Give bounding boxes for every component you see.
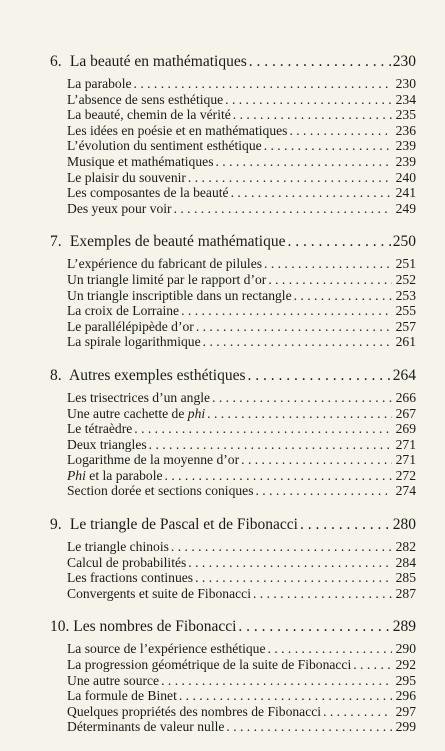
section-title [67,570,193,586]
section-page-number: 284 [395,554,416,570]
section-list [50,256,416,350]
section-title [67,201,172,217]
section-page-number: 235 [395,107,416,123]
leader-dots [300,515,391,535]
section-title-text: Deux triangles [67,436,147,452]
section-entry [67,334,416,350]
section-title-text: La beauté, chemin de la vérité [67,107,231,123]
leader-dots [323,704,392,720]
section-title [67,688,177,704]
chapter-page-number: 289 [392,618,416,636]
section-entry [67,421,416,437]
section-title-text: Quelques propriétés des nombres de Fibonacci [67,703,322,719]
leader-dots [165,468,392,484]
section-page-number: 271 [395,436,416,452]
section-title-text: La progression géométrique de la suite de Fibonacci [67,657,352,673]
section-title [67,170,186,186]
section-title-text: La source de l’expérience esthétique [67,641,266,657]
leader-dots [179,688,392,704]
section-entry [67,138,416,154]
section-title [67,76,132,92]
section-entry [67,719,416,735]
section-page-number: 274 [395,483,416,499]
section-title [67,421,132,437]
section-list [50,390,416,499]
leader-dots [134,76,392,92]
leader-dots [288,232,391,252]
section-entry [67,539,416,555]
section-entry [67,406,416,422]
section-title-text: Calcul de probabilités [67,554,187,570]
section-title [67,256,262,272]
section-title-text: Logarithme de la moyenne d’or [67,452,240,468]
section-entry [67,390,416,406]
leader-dots [353,657,392,673]
section-title-text: Les composantes de la beauté [67,185,229,201]
leader-dots [249,52,391,72]
section-title-text: Une autre cachette de [67,405,188,421]
section-title-text: Le triangle chinois [67,539,169,555]
section-page-number: 230 [395,76,416,91]
section-page-number: 299 [395,719,416,735]
section-title [67,185,229,201]
section-entry [67,123,416,139]
section-page-number: 234 [395,91,416,107]
section-title-text: Le parallélépipède d’or [67,318,194,334]
section-entry [67,201,416,217]
section-title-text: Un triangle inscriptible dans un rectangle [67,287,292,303]
chapter-title-text: Exemples de beauté mathématique [69,233,286,251]
chapter-heading [50,617,416,637]
leader-dots [241,452,392,468]
leader-dots [203,334,392,350]
section-title [67,123,287,139]
section-page-number: 272 [395,467,416,483]
chapter-title-text: La beauté en mathématiques [69,53,247,70]
leader-dots [215,154,392,170]
section-entry [67,185,416,201]
section-title-italic: phi [187,405,206,421]
section-title-text: Déterminants de valeur nulle [67,719,225,735]
leader-dots [212,390,392,406]
section-title [67,719,224,735]
section-title-text: L’absence de sens esthétique [67,91,224,107]
chapter-heading [50,366,416,386]
chapter-heading [50,52,416,72]
section-entry [67,641,416,657]
section-entry [67,319,416,335]
leader-dots [188,170,392,186]
section-page-number: 240 [395,169,416,185]
chapter-title [50,52,247,72]
chapter-block [50,232,416,350]
leader-dots [171,539,392,555]
section-title-text: Un triangle limité par le rapport d’or [67,271,267,287]
leader-dots [207,406,392,422]
section-title [67,539,169,555]
section-title-text: L’expérience du fabricant de pilules [67,256,263,272]
section-title [67,303,179,319]
section-entry [67,288,416,304]
section-page-number: 241 [395,185,416,201]
section-page-number: 295 [395,672,416,688]
section-title-text: et la parabole [85,467,163,483]
chapter-title [50,515,298,535]
section-title [67,468,163,484]
section-title-italic: Phi [67,467,86,483]
section-entry [67,452,416,468]
leader-dots [134,421,392,437]
section-page-number: 271 [395,452,416,468]
chapter-block [50,617,416,735]
section-title [67,319,194,335]
section-page-number: 269 [395,421,416,437]
section-entry [67,256,416,272]
section-page-number: 236 [395,122,416,138]
section-page-number: 239 [395,153,416,169]
leader-dots [188,555,392,571]
section-entry [67,657,416,673]
chapter-title [50,232,286,252]
section-title [67,272,266,288]
leader-dots [225,92,392,108]
chapter-block [50,52,416,216]
leader-dots [289,123,392,139]
chapter-number: 7. [50,233,62,251]
section-entry [67,272,416,288]
section-title [67,154,213,170]
section-title-text: Convergents et suite de Fibonacci [67,585,251,601]
chapter-title-text: Les nombres de Fibonacci [73,618,237,636]
section-title [67,657,351,673]
section-page-number: 252 [395,271,416,287]
section-title [67,406,205,422]
section-title-text: Section dorée et sections coniques [67,483,254,499]
leader-dots [248,366,391,386]
section-title [67,92,223,108]
section-page-number: 253 [395,287,416,303]
section-title-text: Des yeux pour voir [67,200,172,216]
section-entry [67,586,416,602]
section-title [67,390,210,406]
chapter-page-number: 250 [392,233,416,251]
section-page-number: 239 [395,138,416,154]
chapter-title-text: Autres exemples esthétiques [69,366,246,384]
chapter-number: 10. [50,618,70,636]
section-page-number: 296 [395,688,416,704]
leader-dots [226,719,392,735]
section-entry [67,154,416,170]
section-page-number: 282 [395,539,416,555]
section-title-text: La croix de Lorraine [67,303,180,319]
leader-dots [233,107,392,123]
section-entry [67,92,416,108]
section-title-text: La parabole [67,76,132,91]
section-title [67,452,239,468]
section-title [67,437,147,453]
section-page-number: 257 [395,318,416,334]
chapter-number: 8. [50,366,62,384]
leader-dots [196,319,392,335]
chapter-page-number: 280 [392,516,416,534]
section-title-text: L’évolution du sentiment esthétique [67,138,262,154]
chapter-title [50,617,236,637]
section-title [67,641,266,657]
section-title-text: La formule de Binet [67,688,177,704]
chapter-number: 9. [50,516,62,534]
section-entry [67,107,416,123]
section-list [50,539,416,601]
section-title [67,288,292,304]
section-title [67,586,251,602]
leader-dots [195,570,392,586]
leader-dots [174,201,392,217]
chapter-page-number: 264 [392,366,416,384]
section-page-number: 261 [395,334,416,350]
section-page-number: 251 [395,256,416,272]
chapter-heading [50,232,416,252]
section-page-number: 297 [395,703,416,719]
section-page-number: 287 [395,585,416,601]
table-of-contents [50,52,416,751]
section-entry [67,170,416,186]
section-title [67,555,186,571]
chapter-title [50,366,246,386]
leader-dots [264,256,392,272]
section-title-text: Les idées en poésie et en mathématiques [67,122,288,138]
section-entry [67,483,416,499]
section-entry [67,76,416,92]
leader-dots [231,185,392,201]
section-page-number: 249 [395,200,416,216]
chapter-block [50,366,416,499]
section-page-number: 266 [395,389,416,405]
chapter-number: 6. [50,53,62,70]
section-list [50,76,416,216]
section-title-text: Les trisectrices d’un angle [67,389,211,405]
leader-dots [253,586,392,602]
section-entry [67,437,416,453]
section-title-text: Une autre source [67,672,160,688]
section-page-number: 267 [395,405,416,421]
leader-dots [181,303,392,319]
leader-dots [149,437,392,453]
section-entry [67,688,416,704]
chapter-heading [50,515,416,535]
leader-dots [161,673,392,689]
section-list [50,641,416,735]
leader-dots [268,641,392,657]
leader-dots [294,288,392,304]
leader-dots [238,617,390,637]
section-entry [67,303,416,319]
section-title [67,673,159,689]
section-title-text: Les fractions continues [67,570,194,586]
section-title [67,334,201,350]
section-page-number: 255 [395,303,416,319]
section-title-text: La spirale logarithmique [67,334,201,350]
section-entry [67,570,416,586]
section-title-text: Musique et mathématiques [67,153,214,169]
leader-dots [268,272,392,288]
section-title [67,138,262,154]
section-page-number: 292 [395,657,416,673]
section-page-number: 285 [395,570,416,586]
section-title [67,107,231,123]
section-entry [67,704,416,720]
section-title [67,704,321,720]
section-entry [67,555,416,571]
chapter-block [50,515,416,601]
chapter-title-text: Le triangle de Pascal et de Fibonacci [69,516,298,534]
section-title-text: Le tétraèdre [67,421,133,437]
chapter-page-number: 230 [392,53,416,70]
section-title-text: Le plaisir du souvenir [67,169,186,185]
section-page-number: 290 [395,641,416,657]
section-entry [67,468,416,484]
section-title [67,483,253,499]
leader-dots [264,138,392,154]
section-entry [67,673,416,689]
leader-dots [255,483,392,499]
